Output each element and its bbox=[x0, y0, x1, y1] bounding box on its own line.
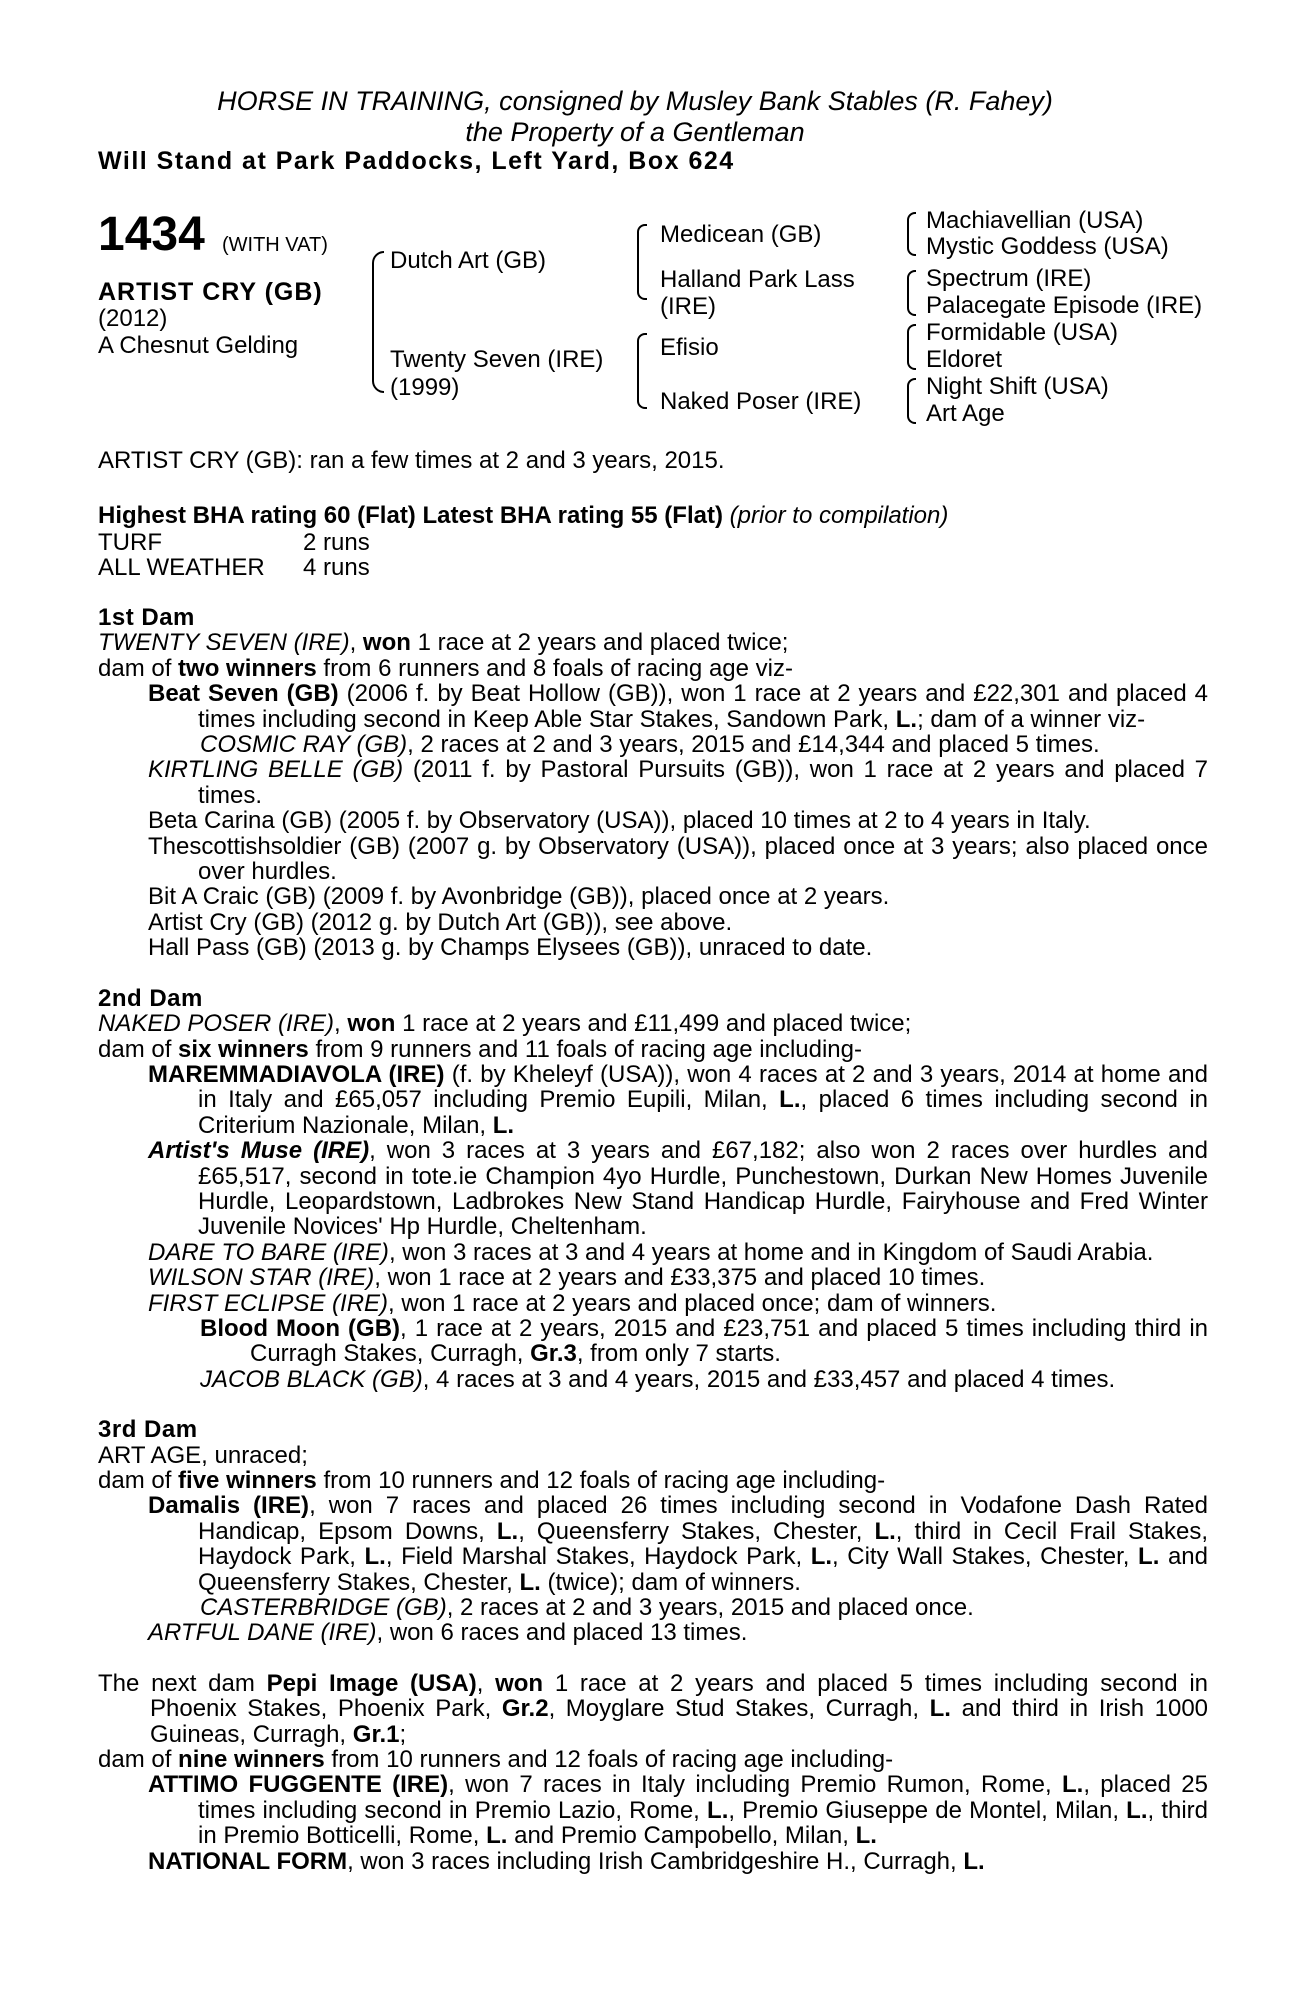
next-dam-produce-summary: dam of nine winners from 10 runners and 12 foals of racing age including- bbox=[98, 1746, 894, 1774]
second-dam-intro: NAKED POSER (IRE), won 1 race at 2 years and £11,499 and placed twice; bbox=[98, 1010, 912, 1038]
produce-item: FIRST ECLIPSE (IRE), won 1 race at 2 years and placed once; dam of winners. bbox=[148, 1289, 997, 1317]
ancestor-1: Machiavellian (USA) bbox=[926, 207, 1144, 234]
dam: Twenty Seven (IRE) bbox=[390, 346, 604, 373]
sire: Dutch Art (GB) bbox=[390, 247, 547, 274]
stand-location: Will Stand at Park Paddocks, Left Yard, Box 624 bbox=[98, 147, 735, 175]
brace-g4 bbox=[907, 378, 916, 424]
produce-item: Thescottishsoldier (GB) (2007 g. by Observatory (USA)), placed once at 3 years; also placed once over hurdles. bbox=[148, 832, 1208, 886]
ancestor-7: Night Shift (USA) bbox=[926, 373, 1109, 400]
dam-sections bbox=[98, 605, 1208, 1874]
aw-label: ALL WEATHER bbox=[98, 554, 265, 581]
foaling-year: (2012) bbox=[98, 305, 168, 332]
produce-item: Bit A Craic (GB) (2009 f. by Avonbridge (GB)), placed once at 2 years. bbox=[148, 883, 890, 911]
dam-sire: Efisio bbox=[660, 334, 719, 361]
produce-item: ATTIMO FUGGENTE (IRE), won 7 races in Italy including Premio Rumon, Rome, L., placed 25 times including second in Premio Lazio, Rome, L., Premio Giuseppe de Montel, Milan, L., third in Premio Botticelli, Rome, L. and Premio Campobello, Milan, L. bbox=[148, 1771, 1209, 1850]
property-line: the Property of a Gentleman bbox=[465, 117, 805, 147]
ancestor-4: Palacegate Episode (IRE) bbox=[926, 292, 1203, 319]
first-dam-produce-summary: dam of two winners from 6 runners and 8 foals of racing age viz- bbox=[98, 654, 793, 682]
third-dam-heading: 3rd Dam bbox=[98, 1416, 198, 1444]
third-dam-produce-summary: dam of five winners from 10 runners and 12 foals of racing age including- bbox=[98, 1467, 886, 1494]
turf-label: TURF bbox=[98, 529, 162, 556]
produce-item: CASTERBRIDGE (GB), 2 races at 2 and 3 years, 2015 and placed once. bbox=[200, 1594, 974, 1622]
produce-item: NATIONAL FORM, won 3 races including Irish Cambridgeshire H., Curragh, L. bbox=[148, 1847, 985, 1875]
dam-dam: Naked Poser (IRE) bbox=[660, 388, 862, 415]
brace-g3 bbox=[907, 324, 916, 370]
aw-runs: 4 runs bbox=[303, 554, 370, 581]
ancestor-8: Art Age bbox=[926, 400, 1005, 427]
produce-item: Hall Pass (GB) (2013 g. by Champs Elysees (GB)), unraced to date. bbox=[148, 934, 873, 962]
ancestor-5: Formidable (USA) bbox=[926, 319, 1119, 346]
second-dam-produce-summary: dam of six winners from 9 runners and 11 foals of racing age including- bbox=[98, 1035, 862, 1063]
produce-item: DARE TO BARE (IRE), won 3 races at 3 and 4 years at home and in Kingdom of Saudi Arabia. bbox=[148, 1238, 1154, 1266]
lot-number: 1434 bbox=[98, 208, 205, 261]
produce-item: WILSON STAR (IRE), won 1 race at 2 years and £33,375 and placed 10 times. bbox=[148, 1264, 986, 1292]
produce-item: ARTFUL DANE (IRE), won 6 races and placed 13 times. bbox=[148, 1619, 748, 1647]
dam-line-brace bbox=[637, 333, 647, 409]
bha-rating bbox=[98, 502, 948, 529]
brace-g2 bbox=[907, 270, 916, 316]
sire-line-brace bbox=[637, 224, 647, 300]
produce-item: JACOB BLACK (GB), 4 races at 3 and 4 years, 2015 and £33,457 and placed 4 times. bbox=[200, 1365, 1116, 1393]
produce-item: MAREMMADIAVOLA (IRE) (f. by Kheleyf (USA)), won 4 races at 2 and 3 years, 2014 at home and in Italy and £65,057 including Premio Eupili, Milan, L., placed 6 times including second in Criterium Nazionale, Milan, L. bbox=[148, 1060, 1209, 1139]
sire-sire: Medicean (GB) bbox=[660, 221, 822, 248]
first-dam-intro: TWENTY SEVEN (IRE), won 1 race at 2 years and placed twice; bbox=[98, 629, 789, 657]
turf-runs: 2 runs bbox=[303, 529, 370, 556]
produce-item: KIRTLING BELLE (GB) (2011 f. by Pastoral Pursuits (GB)), won 1 race at 2 years and placed 7 times. bbox=[148, 756, 1209, 809]
horse-name: ARTIST CRY (GB) bbox=[98, 278, 323, 306]
ancestor-2: Mystic Goddess (USA) bbox=[926, 233, 1169, 260]
rating-values: Highest BHA rating 60 (Flat) Latest BHA rating 55 (Flat) bbox=[98, 502, 723, 529]
horse-description: A Chesnut Gelding bbox=[98, 332, 299, 359]
ancestor-6: Eldoret bbox=[926, 346, 1003, 373]
race-summary: ARTIST CRY (GB): ran a few times at 2 and 3 years, 2015. bbox=[98, 447, 725, 474]
vat-note: (WITH VAT) bbox=[222, 234, 328, 256]
produce-item: Blood Moon (GB), 1 race at 2 years, 2015 and £23,751 and placed 5 times including third in Curragh Stakes, Curragh, Gr.3, from only 7 starts. bbox=[200, 1314, 1208, 1368]
brace-g1 bbox=[907, 212, 916, 256]
first-dam-heading: 1st Dam bbox=[98, 604, 195, 631]
produce-item: Beat Seven (GB) (2006 f. by Beat Hollow (GB)), won 1 race at 2 years and £22,301 and placed 4 times including second in Keep Able Star Stakes, Sandown Park, L.; dam of a winner viz- bbox=[148, 680, 1209, 733]
produce-item: Beta Carina (GB) (2005 f. by Observatory (USA)), placed 10 times at 2 to 4 years in Italy. bbox=[148, 807, 1091, 835]
produce-item: COSMIC RAY (GB), 2 races at 2 and 3 years, 2015 and £14,344 and placed 5 times. bbox=[200, 731, 1100, 759]
ancestor-3: Spectrum (IRE) bbox=[926, 265, 1092, 292]
dam-year: (1999) bbox=[390, 374, 460, 401]
consignor-line: HORSE IN TRAINING, consigned by Musley Bank Stables (R. Fahey) bbox=[217, 86, 1053, 116]
second-dam-heading: 2nd Dam bbox=[98, 984, 203, 1012]
produce-item: Artist Cry (GB) (2012 g. by Dutch Art (GB)), see above. bbox=[148, 908, 733, 936]
sire-dam-line2: (IRE) bbox=[660, 293, 716, 320]
next-dam-intro: The next dam Pepi Image (USA), won 1 race at 2 years and placed 5 times including second in Phoenix Stakes, Phoenix Park, Gr.2, Moyglare Stud Stakes, Curragh, L. and third in Irish 1000 Guineas, Curragh, Gr.1; bbox=[98, 1669, 1209, 1748]
produce-item: Artist's Muse (IRE), won 3 races at 3 years and £67,182; also won 2 races over hurdles and £65,517, second in tote.ie Champion 4yo Hurdle, Punchestown, Durkan New Homes Juvenile Hurdle, Leopardstown, Ladbrokes New Stand Handicap Hurdle, Fairyhouse and Fred Winter Juvenile Novices' Hp Hurdle, Cheltenham. bbox=[148, 1137, 1208, 1241]
sire-dam-brace bbox=[372, 251, 384, 393]
produce-item: Damalis (IRE), won 7 races and placed 26 times including second in Vodafone Dash Rated Handicap, Epsom Downs, L., Queensferry Stakes, Chester, L., third in Cecil Frail Stakes, Haydock Park, L., Field Marshal Stakes, Haydock Park, L., City Wall Stakes, Chester, L. and Queensferry Stakes, Chester, L. (twice); dam of winners. bbox=[148, 1492, 1209, 1596]
sire-dam-line1: Halland Park Lass bbox=[660, 266, 855, 293]
rating-note: (prior to compilation) bbox=[729, 502, 949, 529]
third-dam-intro: ART AGE, unraced; bbox=[98, 1441, 308, 1469]
